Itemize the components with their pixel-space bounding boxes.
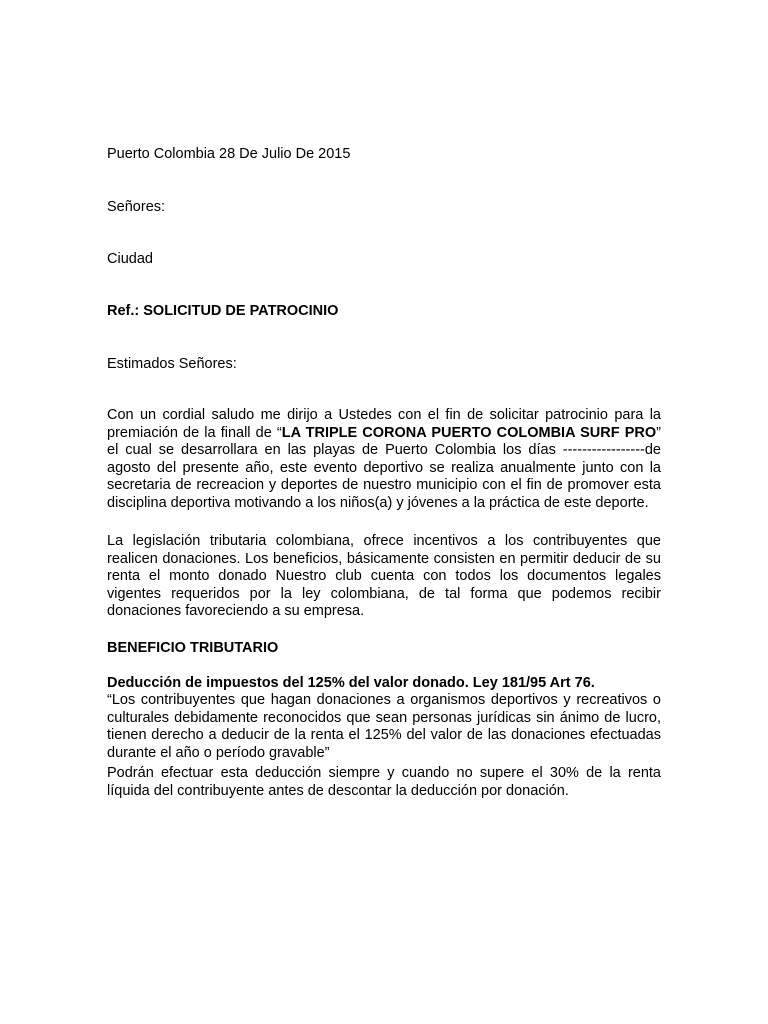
date-line: Puerto Colombia 28 De Julio De 2015 — [107, 146, 351, 162]
greeting-line: Estimados Señores: — [107, 356, 237, 372]
intro-text-end: ” el cual se desarrollara en las playas de Puerto Colombia los días -----------------de agosto del presente año, este evento deportivo se realiza anualmente junto con la secretaria de recreacion y deportes de nuestro municipio con el fin de promover esta disciplina deportiva motivando a los niños(a) y jóvenes a la práctica de este deporte. — [107, 424, 661, 511]
event-name: LA TRIPLE CORONA PUERTO COLOMBIA SURF PRO — [281, 424, 657, 441]
benefit-heading: BENEFICIO TRIBUTARIO — [107, 640, 279, 656]
legislation-paragraph: La legislación tributaria colombiana, ofrece incentivos a los contribuyentes que realicen donaciones. Los beneficios, básicamente consisten en permitir deducir de su renta el monto donado Nuestro club cuenta con todos los documentos legales vigentes requeridos por la ley colombiana, de tal forma que podemos recibir donaciones favoreciendo a su empresa. — [107, 533, 661, 620]
deduction-heading: Deducción de impuestos del 125% del valor donado. Ley 181/95 Art 76. — [107, 675, 595, 691]
intro-text-start: Con un cordial saludo me dirijo a Ustedes con el fin de solicitar patrocinio para la premiación de la finall de “ — [107, 407, 661, 441]
reference-line: Ref.: SOLICITUD DE PATROCINIO — [107, 303, 339, 319]
city-line: Ciudad — [107, 251, 153, 267]
salutation-recipient: Señores: — [107, 199, 166, 215]
law-quote-paragraph: “Los contribuyentes que hagan donaciones a organismos deportivos y recreativos o culturales debidamente reconocidos que sean personas jurídicas sin ánimo de lucro, tienen derecho a deducir de la renta el 125% del valor de las donaciones efectuadas durante el año o período gravable” — [107, 692, 661, 761]
intro-paragraph — [107, 407, 661, 513]
condition-paragraph: Podrán efectuar esta deducción siempre y cuando no supere el 30% de la renta líquida del contribuyente antes de descontar la deducción por donación. — [107, 765, 661, 799]
